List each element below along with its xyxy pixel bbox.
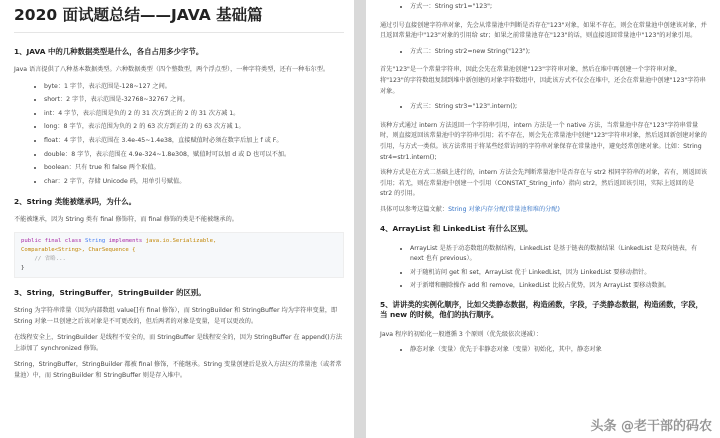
document-title: 2020 面试题总结——JAVA 基础篇 — [14, 6, 263, 24]
list-item: • long：8 字节，表示范围为负的 2 的 63 次方到正的 2 的 63 次方减 1。 — [44, 122, 344, 133]
question-3-heading: 3、String，StringBuffer，StringBuilder 的区别。 — [14, 287, 206, 297]
question-5-heading: 5、讲讲类的实例化顺序，比如父类静态数据，构造函数，字段，子类静态数据，构造函数，字段，当 new 的时候，他们的执行顺序。 — [380, 299, 703, 319]
list-item: • 对于新增和删除操作 add 和 remove，LinkedList 比较占优势，因为 ArrayList 要移动数据。 — [410, 281, 708, 292]
list-item: • 对于随机访问 get 和 set，ArrayList 优于 LinkedList，因为 LinkedList 要移动指针。 — [410, 268, 708, 279]
title-divider — [14, 32, 344, 33]
list-item: • byte：1 字节，表示范围是-128~127 之间。 — [44, 82, 344, 93]
list-item: • int：4 字节，表示范围是负的 2 的 31 次方到正的 2 的 31 次方减 1。 — [44, 109, 344, 120]
question-5-intro: Java 程序的初始化一般遵循 3 个原则（优先级依次递减）： — [380, 330, 543, 338]
arraylist-linkedlist-list — [380, 244, 708, 292]
list-item: • 方式一：String str1="123"; — [410, 2, 708, 13]
page-gap — [354, 0, 366, 438]
list-item: • 方式二：String str2=new String("123"); — [410, 47, 708, 58]
reference-link[interactable]: String 对象内存分配(常量池和堆的分配) — [448, 205, 560, 213]
reference-line — [380, 205, 708, 216]
string-class-code-block — [14, 232, 344, 278]
list-item: • boolean：只有 true 和 false 两个取值。 — [44, 163, 344, 174]
way-3-list — [380, 102, 708, 113]
code-line: } — [21, 264, 25, 271]
reference-prefix: 具体可以参考这篇文献： — [380, 205, 449, 213]
question-3-paragraph: 在线程安全上，StringBuilder 是线程不安全的，而 StringBuffer 是线程安全的，因为 StringBuffer 在 append()方法上添加了 synchronized 修饰。 — [14, 334, 343, 352]
code-line: Comparable<String>, CharSequence { — [21, 246, 136, 253]
list-item: • short：2 字节，表示范围是-32768~32767 之间。 — [44, 95, 344, 106]
left-document-page — [0, 0, 354, 438]
list-item: • double：8 字节，表示范围在 4.9e-324~1.8e308，赋值时可以加 d 或 D 也可以不加。 — [44, 150, 344, 161]
question-2-heading: 2、String 类能被继承吗，为什么。 — [14, 197, 136, 207]
question-4-heading: 4、ArrayList 和 LinkedList 有什么区别。 — [380, 223, 533, 233]
code-type: java.io.Serializable, — [145, 237, 217, 244]
watermark: 头条 @老干部的码农 — [590, 419, 712, 434]
question-3-paragraph: String 为字符串常量（因为内部数组 value[]有 final 修饰），而 StringBuilder 和 StringBuffer 均为字符串变量，即 String 对象一旦创建之后该对象是不可更改的，但后两者的对象是变量，是可以更改的。 — [14, 306, 338, 325]
way-3-explanation-2: 该种方式是在方式二基础上进行的，intern 方法会先判断常量池中是否存在与 str2 相同字符串的对象，若有，则返回该引用；若无，则在常量池中创建一个引用（CONSTAT_String_info）指向 str2，然后返回该引用，实际上返回的是 str2 的引用。 — [380, 169, 708, 198]
data-types-list — [14, 82, 344, 188]
way-2-explanation: 首先"123"是一个常量字符串，因此会先在常量池创建"123"字符串对象，然后在堆中再创建一个字符串对象，将"123"的字符数组复制到堆中新创建的对象字符数组中，因此该方式不仅会在堆中，还会在常量池中创建"123"字符串对象。 — [380, 66, 706, 95]
list-item: • 方式三：String str3="123".intern(); — [410, 102, 708, 113]
way-1-list — [380, 2, 708, 13]
list-item: • float：4 字节，表示范围在 3.4e-45~1.4e38，直接赋值时必须在数字后加上 f 或 F。 — [44, 136, 344, 147]
list-item: • ArrayList 是基于动态数组的数据结构，LinkedList 是基于链表的数据结果（LinkedList 是双向链表，有 next 也有 previous）。 — [410, 244, 708, 265]
code-keyword: implements — [108, 237, 146, 244]
code-class-name: String — [85, 237, 109, 244]
question-2-answer: 不能被继承，因为 String 类有 final 修饰符，而 final 修饰的类是不能被继承的。 — [14, 216, 238, 224]
way-3-explanation: 该种方式通过 intern 方法返回一个字符串引用，intern 方法是一个 native 方法，当常量池中存在"123"字符串常量时，则直接返回该常量池中的字符串引用；若不存在，则会先在常量池中创建"123"字符串对象，然后返回新创建对象的引用，与方式一类似。该方法常用于将某些经常访问的字符串对象保存在常量池中，避免经常创建对象。比如：String str4=str1.intern(); — [380, 121, 707, 161]
code-comment: // 省略... — [21, 255, 66, 262]
init-order-list — [380, 345, 708, 356]
right-document-page — [366, 0, 720, 438]
question-1-intro: Java 语言提供了八种基本数据类型。六种数据类型（四个整数型，两个浮点型），一种字符类型，还有一种布尔型。 — [14, 66, 330, 73]
way-1-explanation: 通过引号直接创建字符串对象，先会从常量池中判断是否存在"123"对象，如果不存在，则会在常量池中创建该对象，并且返回常量池中"123"对象的引用给 str；如果之前常量池存在"123"的话，则直接返回常量池中"123"的对象引用。 — [380, 21, 707, 40]
question-1-heading: 1、JAVA 中的几种数据类型是什么，各自占用多少字节。 — [14, 47, 204, 56]
list-item: • char：2 字节，存储 Unicode 码，用单引号赋值。 — [44, 177, 344, 188]
way-2-list — [380, 47, 708, 58]
question-3-paragraph: String，StringBuffer，StringBuilder 都被 final 修饰，不能继承。String 变量创建后是放入方法区的常量池（或者常量池）中，而 StringBuilder 和 StringBuffer 则是存入堆中。 — [14, 361, 342, 379]
code-keyword: public final class — [21, 237, 85, 244]
list-item: • 静态对象（变量）优先于非静态对象（变量）初始化，其中，静态对象 — [410, 345, 708, 356]
